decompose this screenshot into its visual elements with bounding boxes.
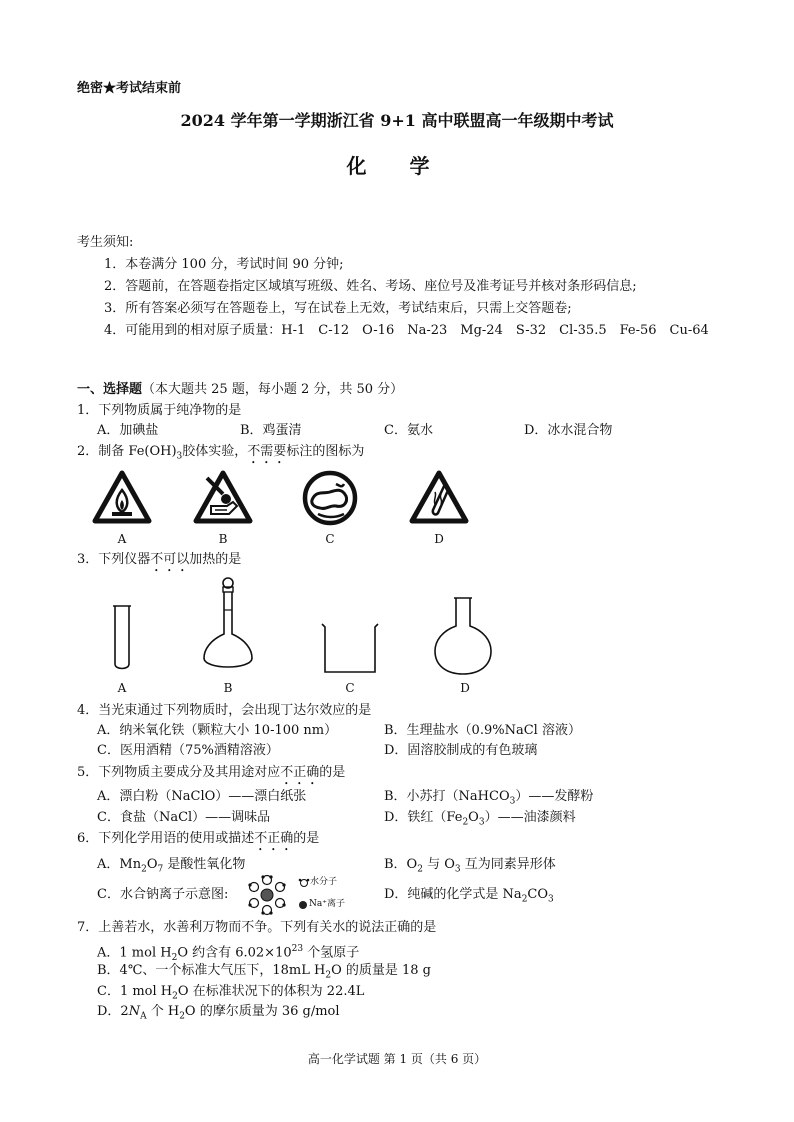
q1-stem: 1．下列物质属于纯净物的是 xyxy=(77,403,242,418)
q5-option-a: A．漂白粉（NaClO）——漂白纸张 xyxy=(97,789,307,804)
notice-item: 2．答题前，在答题卷指定区域填写班级、姓名、考场、座位号及准考证号并核对条形码信息; xyxy=(104,279,637,294)
test-tube-warning-icon xyxy=(409,470,469,524)
q2-stem-mid: 胶体实验， xyxy=(182,444,248,459)
water-legend-label: 水分子 xyxy=(310,877,338,887)
section-heading xyxy=(77,381,403,399)
q6-stem-pre: 6．下列化学用语的使用或描述 xyxy=(77,831,255,846)
q6-d-sub2: 3 xyxy=(548,894,554,905)
q7-a-mid: O 约含有 6.02×10 xyxy=(177,945,292,961)
q6-a-post: 是酸性氧化物 xyxy=(163,857,246,872)
q3-stem-post: 加热的是 xyxy=(189,552,242,567)
notice-item: 3．所有答案必须写在答题卷上，写在试卷上无效，考试结束后，只需上交答题卷; xyxy=(104,301,572,316)
q7-b-sub: 2 xyxy=(325,970,332,981)
q1-option-c: C．氨水 xyxy=(384,423,433,438)
q1-option-d: D．冰水混合物 xyxy=(524,423,613,438)
notice-item: 1．本卷满分 100 分，考试时间 90 分钟; xyxy=(104,257,344,272)
q3-label-d: D xyxy=(460,681,470,695)
q6-d-pre: D．纯碱的化学式是 Na xyxy=(384,887,522,902)
notice-item: 4．可能用到的相对原子质量：H-1 C-12 O-16 Na-23 Mg-24 S-32 Cl-35.5 Fe-56 Cu-64 xyxy=(104,323,709,338)
section-heading-bold: 一、选择题 xyxy=(77,382,143,397)
q7-option-b xyxy=(97,962,431,985)
q7-d-post: O 的摩尔质量为 36 g/mol xyxy=(184,1004,340,1019)
section-heading-rest: （本大题共 25 题，每小题 2 分，共 50 分） xyxy=(142,382,404,397)
q6-b-sub2: 3 xyxy=(454,864,461,875)
q6-option-b xyxy=(384,856,556,879)
subject-title: 化 学 xyxy=(346,154,448,178)
q5-d-sub1: 2 xyxy=(462,817,469,828)
q7-d-sub: 2 xyxy=(179,1011,185,1022)
q6-a-mid: O xyxy=(146,857,158,872)
q7-b-pre: B．4℃、一个标准大气压下，18mL H xyxy=(97,963,326,978)
sodium-ion-icon xyxy=(297,900,309,910)
q7-b-post: O 的质量是 18 g xyxy=(331,963,431,978)
q5-d-post: ）——油漆颜料 xyxy=(484,810,576,825)
sodium-legend-label: Na⁺离子 xyxy=(309,899,345,909)
q3-label-b: B xyxy=(223,681,233,695)
q2-stem-post: 标注的图标为 xyxy=(286,444,365,459)
q7-c-pre: C．1 mol H xyxy=(97,984,173,999)
q1-option-b: B．鸡蛋清 xyxy=(240,423,302,438)
q5-option-b xyxy=(384,788,593,811)
q5-stem-post: 的是 xyxy=(319,765,346,780)
q2-stem-pre: 2．制备 Fe(OH) xyxy=(77,444,177,459)
q6-a-pre: A．Mn xyxy=(97,857,142,872)
q4-option-c: C．医用酒精（75%酒精溶液） xyxy=(97,743,279,758)
water-molecule-icon xyxy=(297,877,311,887)
q6-option-a xyxy=(97,856,245,879)
q2-stem xyxy=(77,443,364,467)
q3-stem xyxy=(77,551,241,575)
q6-b-post: 互为同素异形体 xyxy=(460,857,556,872)
q6-stem-post: 的是 xyxy=(293,831,320,846)
q5-stem xyxy=(77,764,345,788)
q5-d-pre: D．铁红（Fe xyxy=(384,810,463,825)
q6-option-d xyxy=(384,886,554,909)
q7-a-post: 个氢原子 xyxy=(303,945,360,961)
q5-option-c: C．食盐（NaCl）——调味品 xyxy=(97,810,271,825)
q5-d-sub2: 3 xyxy=(478,817,485,828)
hydrated-sodium-ion-diagram xyxy=(245,875,289,915)
q2-stem-emphasis: 不需要 xyxy=(247,444,287,459)
notice-heading: 考生须知: xyxy=(77,235,134,250)
q4-option-b: B．生理盐水（0.9%NaCl 溶液） xyxy=(384,723,581,738)
flame-warning-icon xyxy=(92,470,152,524)
q1-option-a: A．加碘盐 xyxy=(97,423,159,438)
q7-d-pre: D．2 xyxy=(97,1004,129,1019)
q6-d-mid: CO xyxy=(527,887,549,902)
confidential-label: 绝密★考试结束前 xyxy=(77,81,182,96)
round-bottom-flask-icon xyxy=(432,596,494,676)
q6-b-pre: B．O xyxy=(384,857,418,872)
q5-option-d xyxy=(384,809,576,832)
q5-stem-emphasis: 不正确 xyxy=(280,765,320,780)
q4-option-a: A．纳米氧化铁（颗粒大小 10-100 nm） xyxy=(97,723,338,738)
q5-b-pre: B．小苏打（NaHCO xyxy=(384,789,510,804)
q7-a-pre: A．1 mol H xyxy=(97,945,172,961)
q7-c-post: O 在标准状况下的体积为 22.4L xyxy=(177,984,365,999)
q4-option-d: D．固溶胶制成的有色玻璃 xyxy=(384,743,538,758)
q6-stem xyxy=(77,830,319,854)
q6-option-c: C．水合钠离子示意图: xyxy=(97,887,229,902)
q2-label-a: A xyxy=(117,532,127,546)
q5-d-mid: O xyxy=(468,810,479,825)
volumetric-flask-icon xyxy=(200,576,256,676)
q2-label-d: D xyxy=(434,532,444,546)
q7-d-mid: 个 H xyxy=(146,1004,180,1019)
q6-d-sub1: 2 xyxy=(521,894,528,905)
q6-b-sub1: 2 xyxy=(417,864,423,875)
q3-stem-emphasis: 不可以 xyxy=(150,552,190,567)
page-footer: 高一化学试题 第 1 页（共 6 页） xyxy=(307,1052,487,1066)
q2-stem-sub: 3 xyxy=(176,451,183,462)
q6-a-sub1: 2 xyxy=(141,864,147,875)
q6-a-sub2: 7 xyxy=(157,864,164,875)
q7-d-italic: N xyxy=(128,1004,141,1019)
q7-stem: 7．上善若水，水善利万物而不争。下列有关水的说法正确的是 xyxy=(77,920,437,935)
q5-b-sub: 3 xyxy=(509,796,516,807)
q2-label-c: C xyxy=(325,532,335,546)
q7-a-sub: 2 xyxy=(171,952,178,963)
exam-title: 2024 学年第一学期浙江省 9+1 高中联盟高一年级期中考试 xyxy=(180,111,614,130)
q3-label-a: A xyxy=(117,681,127,695)
q7-option-d xyxy=(97,1003,340,1026)
test-tube-icon xyxy=(110,604,134,672)
q5-b-post: ）——发酵粉 xyxy=(515,789,594,804)
q7-a-sup: 23 xyxy=(291,944,304,954)
q4-stem: 4．当光束通过下列物质时，会出现丁达尔效应的是 xyxy=(77,703,372,718)
q7-c-sub: 2 xyxy=(172,991,178,1002)
hot-surface-icon xyxy=(302,470,358,526)
q7-d-sub-a: A xyxy=(140,1011,147,1022)
q6-stem-emphasis: 不正确 xyxy=(254,831,294,846)
q6-b-mid: 与 O xyxy=(422,857,455,872)
q3-label-c: C xyxy=(345,681,355,695)
hand-protection-icon xyxy=(193,470,253,524)
beaker-icon xyxy=(318,620,382,676)
q3-stem-pre: 3．下列仪器 xyxy=(77,552,151,567)
q5-stem-pre: 5．下列物质主要成分及其用途对应 xyxy=(77,765,281,780)
q2-label-b: B xyxy=(218,532,228,546)
